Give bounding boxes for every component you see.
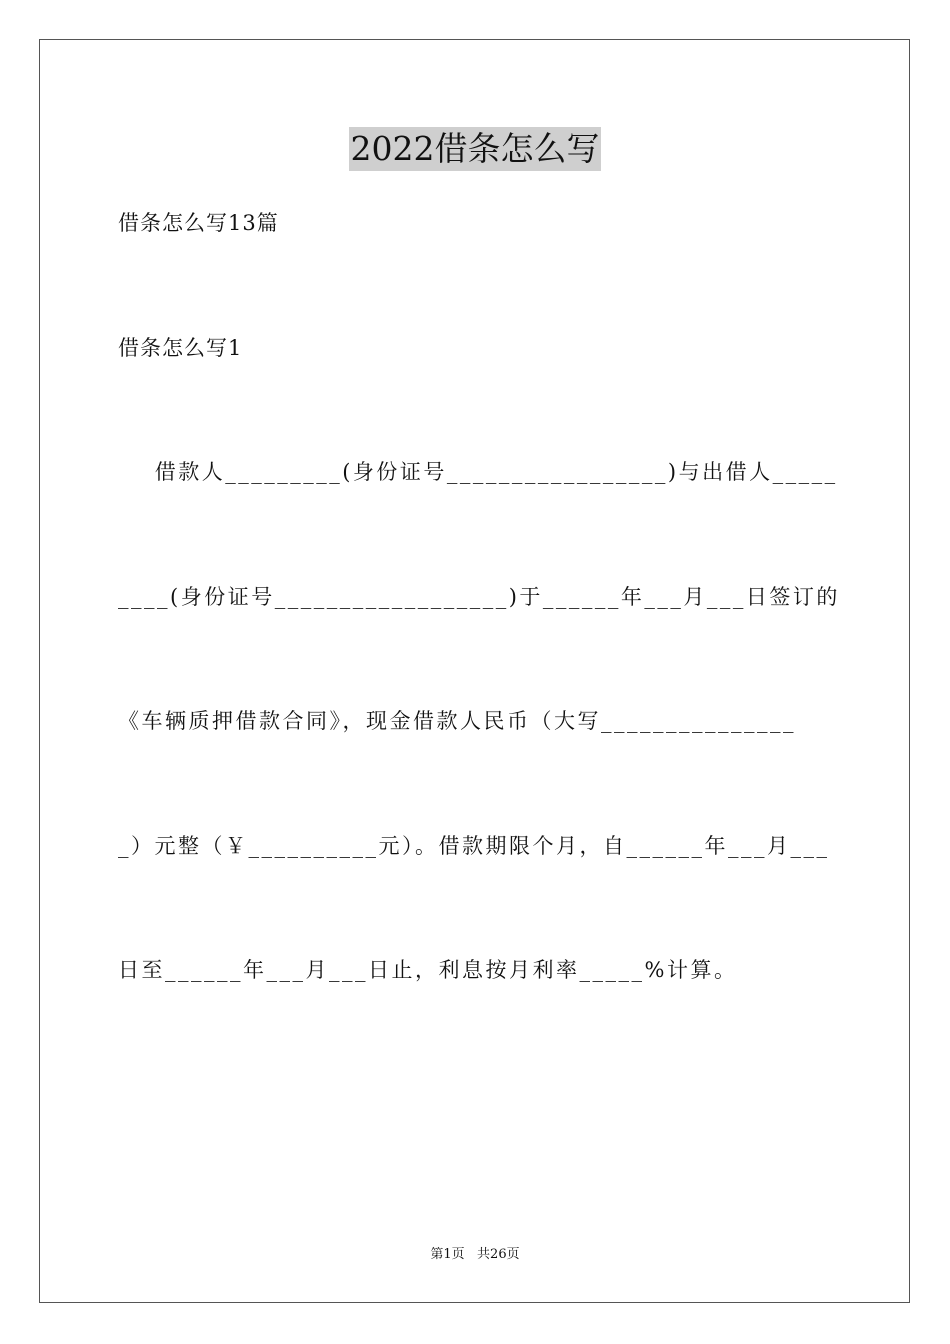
document-title-text: 2022借条怎么写 <box>349 127 602 171</box>
document-subtitle: 借条怎么写13篇 <box>118 211 279 235</box>
document-title <box>0 124 950 174</box>
page-number-footer: 第1页 共26页 <box>430 1247 520 1262</box>
paragraph-line-1: 借款人_________(身份证号_________________)与出借人_____ <box>118 460 838 484</box>
paragraph-line-2: ____(身份证号__________________)于______年___月___日签订的 <box>118 585 840 609</box>
paragraph-line-5: 日至______年___月___日止，利息按月利率_____%计算。 <box>118 958 738 982</box>
paragraph-line-3: 《车辆质押借款合同》，现金借款人民币（大写_______________ <box>118 709 796 733</box>
paragraph-line-4: _）元整（￥__________元）。借款期限个月，自______年___月___ <box>118 834 830 858</box>
section-heading: 借条怎么写1 <box>118 336 243 360</box>
